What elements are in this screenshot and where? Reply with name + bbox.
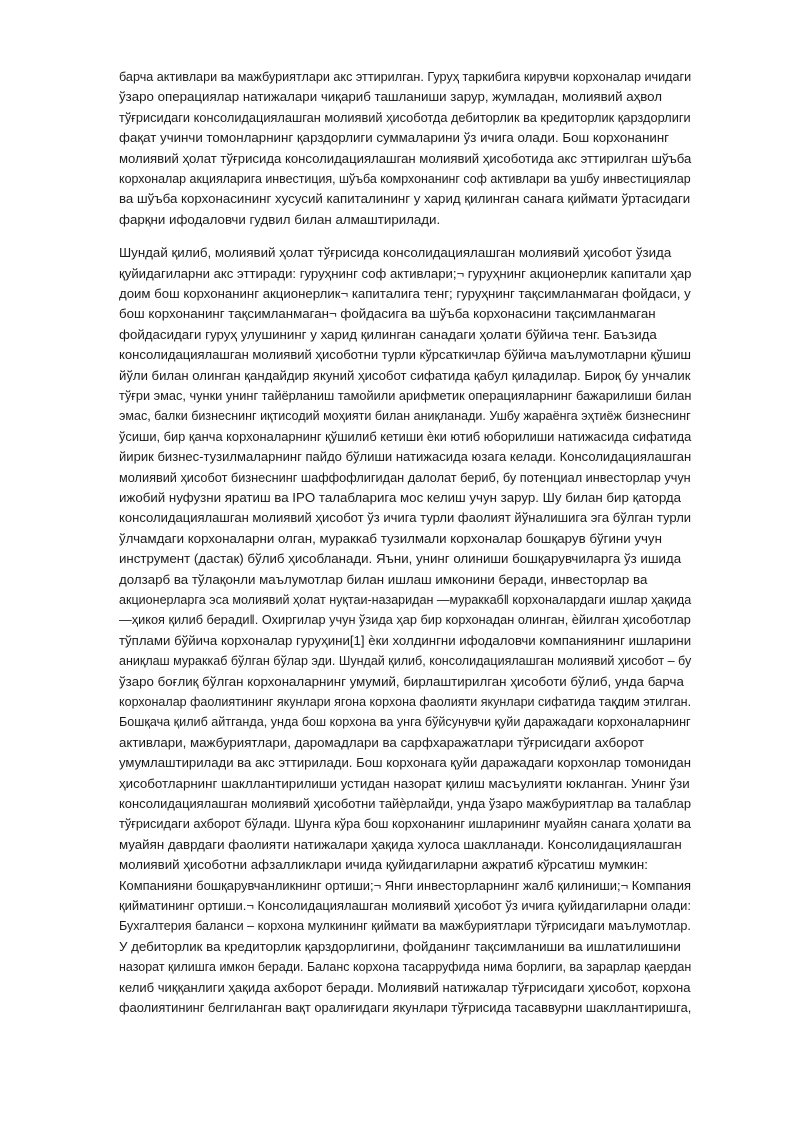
text-line: йирик бизнес-тузилмаларнинг пайдо бўлиши натижасида юзага келади. Консолидациялашган <box>119 449 692 465</box>
text-line: қуйидагиларни акс эттиради: гуруҳнинг соф активлари;¬ гуруҳнинг акционерлик капитали ҳар <box>119 265 692 281</box>
text-line: ўлчамдаги корхоналарни олган, мураккаб тузилмали корхоналар бошқарув бўгини учун <box>119 530 662 546</box>
text-line: Бухгалтерия баланси – корхона мулкининг қиймати ва мажбуриятлари тўғрисидаги маълумотлар. <box>119 918 691 934</box>
text-line: бош корхонанинг тақсимланмаган¬ фойдасига ва шўъба корхонасини тақсимланмаган <box>119 306 656 322</box>
text-line: фойдасидаги гуруҳ улушининг у харид қилинган санадаги ҳолати бўйича тенг. Баъзида <box>119 326 657 342</box>
text-line: фақат учинчи томонларнинг қарздорлиги суммаларини ўз ичига олади. Бош корхонанинг <box>119 130 670 146</box>
text-line: фаолиятининг белгиланган вақт оралиғидаги якунлари тўғрисида тасаввурни шакллантиришга, <box>119 1000 692 1015</box>
text-line: доим бош корхонанинг акционерлик¬ капиталига тенг; гуруҳнинг тақсимланмаган фойдаси, у <box>119 286 691 301</box>
text-line: Бошқача қилиб айтганда, унда бош корхона ва унга бўйсунувчи қуйи даражадаги корхоналарнинг <box>119 714 691 730</box>
text-line: ижобий нуфузни яратиш ва IPO талабларига мос келиш учун зарур. Шу билан бир қаторда <box>119 490 682 505</box>
text-line: келиб чиққанлиги ҳақида ахборот беради. Молиявий натижалар тўғрисидаги ҳисобот, корхона <box>119 979 691 995</box>
text-line: фарқни ифодаловчи гудвил билан алмаштирилади. <box>119 211 441 227</box>
text-line: тўғрисидаги консолидациялашган молиявий ҳисоботда дебиторлик ва кредиторлик қарздорлиги <box>119 109 691 125</box>
text-line: назорат қилишга имкон беради. Баланс корхона тасарруфида нима борлиги, ва зарарлар қаердан <box>119 959 692 975</box>
text-line: консолидациялашган молиявий ҳисоботни турли кўрсаткичлар бўйича маълумотларни қўшиш <box>119 347 691 363</box>
text-line: Шундай қилиб, молиявий ҳолат тўғрисида консолидациялашган молиявий ҳисобот ўзида <box>119 245 672 261</box>
text-line: активлари, мажбуриятлари, даромадлари ва сарфхаражатлари тўғрисидаги ахборот <box>119 734 645 750</box>
text-line: ўсиши, бир қанча корхоналарнинг қўшилиб кетиши ѐки ютиб юборилиши натижасида сифатида <box>119 428 692 444</box>
text-line: корхоналар акцияларига инвестиция, шўъба комрхонанинг соф активлари ва ушбу инвестициялар <box>119 171 691 186</box>
text-line: консолидациялашган молиявий ҳисобот ўз ичига турли фаолият йўналишига эга бўлган турли <box>119 510 692 526</box>
text-line: консолидациялашган молиявий ҳисоботни тайѐрлайди, унда ўзаро мажбуриятлар ва талаблар <box>119 796 692 811</box>
text-line: йўли билан олинган қандайдир якуний ҳисобот сифатида қабул қиладилар. Бироқ бу унчалик <box>119 367 691 383</box>
text-line: тўғри эмас, чунки унинг тайёрланиш тамойили арифметик операцияларнинг бажарилиши билан <box>119 388 692 403</box>
text-line: қийматининг ортиши.¬ Консолидациялашган молиявий ҳисобот ўз ичига қуйидагиларни олади: <box>119 898 691 913</box>
text-line: ўзаро операциялар натижалари чиқариб ташланиши зарур, жумладан, молиявий аҳвол <box>119 89 663 105</box>
text-line: молиявий ҳолат тўғрисида консолидациялашган молиявий ҳисоботида акс эттирилган шўъба <box>119 150 692 166</box>
text-line: тўғрисидаги ахборот бўлади. Шунга кўра бош корхонанинг ишларининг муайян санага ҳолати ва <box>119 816 691 832</box>
text-line: корхоналар фаолиятининг якунлари ягона корхона фаолияти якунлари сифатида тақдим этилган. <box>119 694 692 709</box>
text-line: ҳисоботларнинг шакллантирилиши устидан назорат қилиш масъулияти юкланган. Унинг ўзи <box>119 775 690 791</box>
text-line: инструмент (дастак) бўлиб ҳисобланади. Яъни, унинг олиниши бошқарувчиларга ўз ишида <box>119 551 682 567</box>
text-line: Компанияни бошқарувчанликнинг ортиши;¬ Янги инвесторларнинг жалб қилиниши;¬ Компания <box>119 877 691 893</box>
text-line: У дебиторлик ва кредиторлик қарздорлигини, фойданинг тақсимланиши ва ишлатилишини <box>119 938 681 954</box>
text-line: эмас, балки бизнеснинг иқтисодий моҳияти билан аниқланади. Ушбу жараёнга эҳтиёж бизнеснинг <box>119 408 691 424</box>
text-line: аниқлаш мураккаб бўлган бўлар эди. Шундай қилиб, консолидациялашган молиявий ҳисобот – бу <box>119 653 692 669</box>
text-line: молиявий ҳисоботни афзалликлари ичида қуйидагиларни ажратиб кўрсатиш мумкин: <box>119 857 648 873</box>
text-line: тўплами бўйича корхоналар гуруҳини[1] ѐки холдингни ифодаловчи компаниянинг ишларини <box>119 632 692 648</box>
text-line: ўзаро боғлиқ бўлган корхоналарнинг умумий, бирлаштирилган ҳисоботи бўлиб, унда барча <box>119 673 684 689</box>
text-line: акционерларга эса молиявий ҳолат нуқтаи-назаридан ―мураккаб‖ корхоналардаги ишлар ҳақида <box>119 592 692 607</box>
text-line: ва шўъба корхонасининг хусусий капиталининг у харид қилинган санага қиймати ўртасидаги <box>119 191 691 207</box>
text-line: барча активлари ва мажбуриятлари акс эттирилган. Гуруҳ таркибига кирувчи корхоналар ичидаги <box>119 69 692 84</box>
text-line: молиявий ҳисобот бизнеснинг шаффофлигидан далолат бериб, бу потенциал инвесторлар учун <box>119 469 691 485</box>
text-line: муайян даврдаги фаолияти натижалари ҳақида хулоса шаклланади. Консолидациялашган <box>119 836 682 852</box>
text-line: долзарб ва тўлақонли маълумотлар билан ишлаш имконини беради, инвесторлар ва <box>119 571 648 587</box>
text-line: умумлаштирилади ва акс эттирилади. Бош корхонага қуйи даражадаги корхонлар томонидан <box>119 755 691 771</box>
text-line: ―ҳикоя қилиб беради‖. Охиргилар учун ўзида ҳар бир корхонадан олинган, ѐйилган ҳисоботлар <box>119 612 691 628</box>
